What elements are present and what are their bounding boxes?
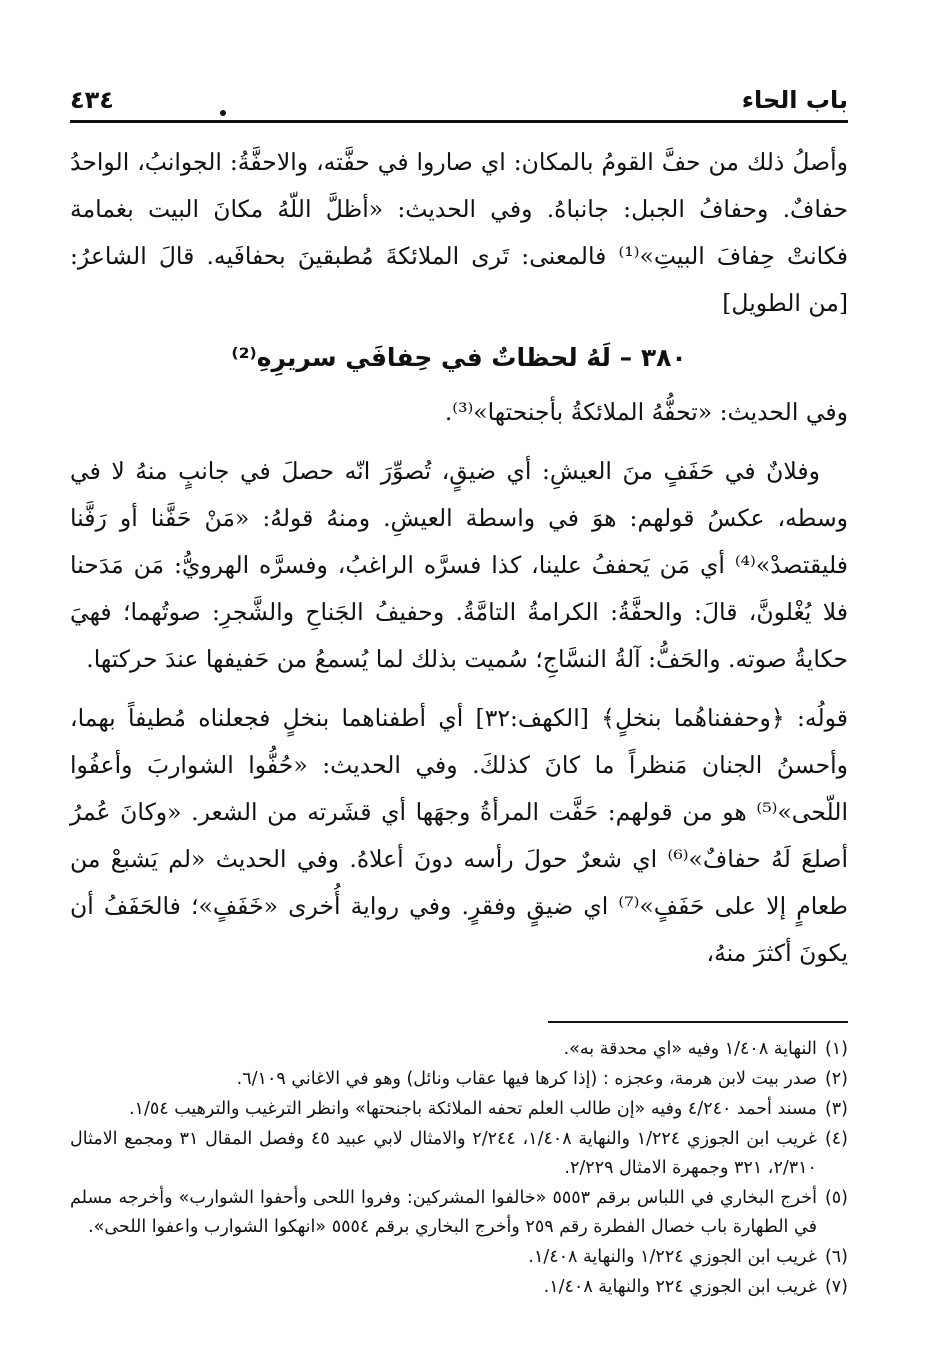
footnote-number: (٧) (824, 1277, 848, 1297)
footnote-number: (٤) (824, 1129, 848, 1149)
paragraph-2: وفي الحديث: «تحفُّهُ الملائكةُ بأجنحتها»⁽³⁾. (444, 398, 848, 426)
footnote-rule (548, 1021, 848, 1023)
footnote-text: غريب ابن الجوزي ٢٢٤ والنهاية ١/٤٠٨. (543, 1277, 817, 1297)
footnote-text: النهاية ١/٤٠٨ وفيه «اي محدقة به». (563, 1039, 817, 1059)
footnotes (70, 1035, 848, 1302)
footnote-item (70, 1065, 848, 1094)
section-title: باب الحاء (741, 86, 848, 114)
footnote-number: (٢) (824, 1069, 848, 1089)
footnote-number: (٥) (824, 1188, 848, 1208)
footnote-item (70, 1184, 848, 1242)
footnote-text: مسند أحمد ٤/٢٤٠ وفيه «إن طالب العلم تحفه الملائكة باجنحتها» وانظر الترغيب والترهيب ١/٥٤. (128, 1099, 817, 1119)
header-rule (70, 120, 848, 123)
page-number: ٤٣٤ (70, 86, 114, 114)
footnote-text: صدر بيت لابن هرمة، وعجزه : (إذا كرها فيها عقاب ونائل) وهو في الاغاني ٦/١٠٩. (236, 1069, 817, 1089)
paragraph-1: وأصلُ ذلك من حفَّ القومُ بالمكان: اي صاروا في حفَّته، والاحفَّةُ: الجوانبُ، الواحدُ حفافٌ. وحفافُ الجبل: جانباهُ. وفي الحديث: «أظلَّ اللّهُ مكانَ البيت بغمامة فكانتْ حِفافَ البيتِ»⁽¹⁾ فالمعنى: تَرى الملائكةَ مُطبقينَ بحفافَيه. قالَ الشاعرُ: [من الطويل] (70, 148, 848, 317)
footnote-item (70, 1243, 848, 1272)
paragraph-3: وفلانٌ في حَفَفٍ منَ العيشِ: أي ضيقٍ، تُصوِّرَ انّه حصلَ في جانبٍ منهُ لا في وسطه، عكسُ قولهم: هوَ في واسطة العيشِ. ومنهُ قولهُ: «مَنْ حَفَّنا أو رَفَّنا فليقتصدْ»⁽⁴⁾ أي مَن يَحففُ علينا، كذا فسرَّه الراغبُ، وفسرَّه الهرويُّ: مَن مَدَحنا فلا يُغْلونَّ، قالَ: والحفَّةُ: الكرامةُ التامَّةُ. وحفيفُ الجَناحِ والشَّجرِ: صوتُهما؛ فهيَ حكايةُ صوته. والحَفُّ: آلةُ النسَّاجِ؛ سُميت بذلك لما يُسمعُ من حَفيفها عندَ حركتها. (70, 457, 848, 673)
footnote-text: غريب ابن الجوزي ١/٢٢٤ والنهاية ١/٤٠٨. (528, 1247, 817, 1267)
verse-line: ٣٨٠ – لَهُ لحظاتٌ في حِفافَي سريرِهِ⁽²⁾ (231, 343, 687, 372)
footnote-number: (٣) (824, 1099, 848, 1119)
paragraph-4: قولُه: ﴿وحففناهُما بنخلٍ﴾ [الكهف:٣٢] أي أطفناهما بنخلٍ فجعلناه مُطيفاً بهما، وأحسنُ الجنان مَنظراً ما كانَ كذلكَ. وفي الحديث: «حُفُّوا الشواربَ وأعفُوا اللّحى»⁽⁵⁾ هو من قولهم: حَفَّت المرأةُ وجهَها أي قشَرته من الشعر. «وكانَ عُمرُ أصلعَ لَهُ حفافٌ»⁽⁶⁾ اي شعرٌ حولَ رأسه دونَ أعلاهُ. وفي الحديث «لم يَشبعْ من طعامٍ إلا على حَفَفٍ»⁽⁷⁾ اي ضيقٍ وفقرٍ. وفي رواية أُخرى «خَفَفٍ»؛ فالحَفَفُ أن يكونَ أكثرَ منهُ، (70, 704, 848, 967)
footnote-item (70, 1273, 848, 1302)
footnote-number: (١) (824, 1039, 848, 1059)
footnote-text: أخرج البخاري في اللباس برقم ٥٥٥٣ «خالفوا المشركين: وفروا اللحى وأحفوا الشوارب» وأخرجه مسلم في الطهارة باب خصال الفطرة رقم ٢٥٩ وأخرج البخاري برقم ٥٥٥٤ «انهكوا الشوارب واعفوا اللحى». (70, 1188, 817, 1237)
footnote-text: غريب ابن الجوزي ١/٢٢٤ والنهاية ١/٤٠٨، ٢/٢٤٤ والامثال لابي عبيد ٤٥ وفصل المقال ٣١ ومجمع الامثال ٢/٣١٠، ٣٢١ وجمهرة الامثال ٢/٢٢٩. (70, 1129, 817, 1178)
page-header (70, 70, 848, 114)
footnote-item (70, 1125, 848, 1183)
footnote-number: (٦) (824, 1247, 848, 1267)
ink-dot (220, 110, 226, 116)
footnote-item (70, 1095, 848, 1124)
footnote-item (70, 1035, 848, 1064)
